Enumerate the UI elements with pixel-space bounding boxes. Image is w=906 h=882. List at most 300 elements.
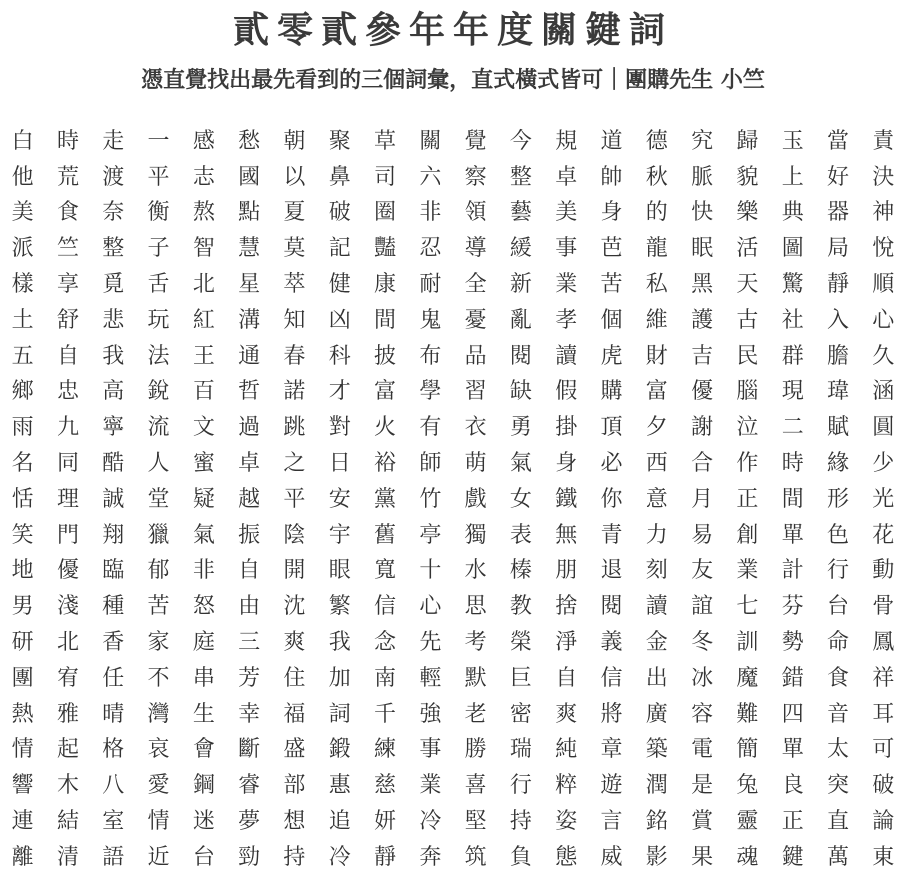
grid-character: 勁 (238, 844, 261, 870)
grid-character: 良 (781, 773, 804, 799)
grid-character: 骨 (872, 594, 895, 620)
grid-character: 亂 (509, 307, 532, 333)
grid-character: 龍 (645, 236, 668, 262)
grid-character: 黑 (691, 272, 714, 298)
grid-character: 荒 (56, 164, 79, 190)
grid-character: 業 (419, 773, 442, 799)
grid-character: 合 (691, 451, 714, 477)
grid-character: 知 (283, 307, 306, 333)
grid-character: 舒 (56, 307, 79, 333)
grid-character: 覺 (464, 128, 487, 154)
grid-character: 時 (781, 451, 804, 477)
grid-character: 木 (56, 773, 79, 799)
grid-character: 道 (600, 128, 623, 154)
grid-character: 地 (11, 558, 34, 584)
grid-character: 涵 (872, 379, 895, 405)
grid-character: 信 (374, 594, 397, 620)
grid-character: 心 (872, 307, 895, 333)
grid-character: 單 (781, 522, 804, 548)
grid-character: 快 (691, 200, 714, 226)
grid-character: 我 (102, 343, 125, 369)
grid-character: 持 (509, 809, 532, 835)
grid-character: 強 (419, 701, 442, 727)
grid-character: 誼 (691, 594, 714, 620)
grid-character: 力 (645, 522, 668, 548)
grid-character: 非 (192, 558, 215, 584)
grid-character: 部 (283, 773, 306, 799)
grid-character: 謝 (691, 415, 714, 441)
grid-character: 廣 (645, 701, 668, 727)
grid-character: 魂 (736, 844, 759, 870)
grid-character: 任 (102, 665, 125, 691)
grid-character: 他 (11, 164, 34, 190)
grid-character: 靜 (374, 844, 397, 870)
grid-character: 教 (509, 594, 532, 620)
grid-character: 器 (826, 200, 849, 226)
grid-character: 月 (691, 486, 714, 512)
grid-character: 勇 (509, 415, 532, 441)
grid-character: 福 (283, 701, 306, 727)
grid-character: 鳳 (872, 630, 895, 656)
grid-character: 古 (736, 307, 759, 333)
grid-character: 家 (147, 630, 170, 656)
grid-character: 規 (555, 128, 578, 154)
grid-character: 章 (600, 737, 623, 763)
grid-character: 萬 (826, 844, 849, 870)
grid-character: 間 (374, 307, 397, 333)
grid-character: 熱 (11, 701, 34, 727)
grid-character: 純 (555, 737, 578, 763)
grid-character: 頂 (600, 415, 623, 441)
grid-character: 單 (781, 737, 804, 763)
grid-character: 吉 (691, 343, 714, 369)
grid-character: 正 (736, 486, 759, 512)
grid-character: 香 (102, 630, 125, 656)
grid-character: 圖 (781, 236, 804, 262)
grid-character: 讀 (555, 343, 578, 369)
grid-character: 九 (56, 415, 79, 441)
grid-character: 財 (645, 343, 668, 369)
grid-character: 電 (691, 737, 714, 763)
grid-character: 情 (147, 809, 170, 835)
grid-character: 築 (645, 737, 668, 763)
grid-character: 清 (56, 844, 79, 870)
grid-character: 堅 (464, 809, 487, 835)
grid-character: 二 (781, 415, 804, 441)
grid-character: 芳 (238, 665, 261, 691)
grid-character: 加 (328, 665, 351, 691)
grid-character: 科 (328, 343, 351, 369)
grid-character: 開 (283, 558, 306, 584)
grid-character: 人 (147, 451, 170, 477)
page-subtitle: 憑直覺找出最先看到的三個詞彙，直式橫式皆可｜團購先生 小竺 (141, 68, 765, 93)
grid-character: 翔 (102, 522, 125, 548)
grid-character: 遊 (600, 773, 623, 799)
grid-character: 同 (56, 451, 79, 477)
grid-character: 整 (102, 236, 125, 262)
grid-character: 入 (826, 307, 849, 333)
grid-character: 王 (192, 343, 215, 369)
grid-character: 健 (328, 272, 351, 298)
grid-character: 走 (102, 128, 125, 154)
grid-character: 水 (464, 558, 487, 584)
grid-character: 難 (736, 701, 759, 727)
grid-character: 維 (645, 307, 668, 333)
grid-character: 勝 (464, 737, 487, 763)
grid-character: 食 (826, 665, 849, 691)
grid-character: 錯 (781, 665, 804, 691)
grid-character: 白 (11, 128, 34, 154)
grid-character: 春 (283, 343, 306, 369)
grid-character: 怒 (192, 594, 215, 620)
grid-character: 民 (736, 343, 759, 369)
grid-character: 動 (872, 558, 895, 584)
grid-character: 莫 (283, 236, 306, 262)
grid-character: 爽 (555, 701, 578, 727)
grid-character: 富 (374, 379, 397, 405)
grid-character: 神 (872, 200, 895, 226)
grid-character: 戲 (464, 486, 487, 512)
grid-character: 色 (826, 522, 849, 548)
grid-character: 關 (419, 128, 442, 154)
grid-character: 義 (600, 630, 623, 656)
grid-character: 冰 (691, 665, 714, 691)
grid-character: 負 (509, 844, 532, 870)
grid-character: 自 (555, 665, 578, 691)
grid-character: 榛 (509, 558, 532, 584)
grid-character: 串 (192, 665, 215, 691)
grid-character: 法 (147, 343, 170, 369)
grid-character: 個 (600, 307, 623, 333)
grid-character: 愁 (238, 128, 261, 154)
grid-character: 格 (102, 737, 125, 763)
grid-character: 果 (691, 844, 714, 870)
grid-character: 蜜 (192, 451, 215, 477)
grid-character: 思 (464, 594, 487, 620)
grid-character: 筑 (464, 844, 487, 870)
grid-character: 缺 (509, 379, 532, 405)
grid-character: 淺 (56, 594, 79, 620)
grid-character: 感 (192, 128, 215, 154)
grid-character: 無 (555, 522, 578, 548)
grid-character: 美 (11, 200, 34, 226)
grid-character: 表 (509, 522, 532, 548)
grid-character: 土 (11, 307, 34, 333)
grid-character: 作 (736, 451, 759, 477)
grid-character: 退 (600, 558, 623, 584)
grid-character: 鍵 (781, 844, 804, 870)
grid-character: 冷 (419, 809, 442, 835)
grid-character: 天 (736, 272, 759, 298)
grid-character: 妍 (374, 809, 397, 835)
grid-character: 享 (56, 272, 79, 298)
grid-character: 腦 (736, 379, 759, 405)
grid-character: 默 (464, 665, 487, 691)
grid-character: 台 (192, 844, 215, 870)
grid-character: 布 (419, 343, 442, 369)
grid-character: 老 (464, 701, 487, 727)
grid-character: 閱 (509, 343, 532, 369)
grid-character: 笑 (11, 522, 34, 548)
grid-character: 靜 (826, 272, 849, 298)
grid-character: 粹 (555, 773, 578, 799)
grid-character: 活 (736, 236, 759, 262)
grid-character: 憂 (464, 307, 487, 333)
grid-character: 六 (419, 164, 442, 190)
grid-character: 生 (192, 701, 215, 727)
grid-character: 豔 (374, 236, 397, 262)
grid-character: 三 (238, 630, 261, 656)
grid-character: 忠 (56, 379, 79, 405)
grid-character: 七 (736, 594, 759, 620)
grid-character: 易 (691, 522, 714, 548)
grid-character: 盛 (283, 737, 306, 763)
grid-character: 星 (238, 272, 261, 298)
grid-character: 少 (872, 451, 895, 477)
grid-character: 將 (600, 701, 623, 727)
grid-character: 點 (238, 200, 261, 226)
grid-character: 氣 (192, 522, 215, 548)
grid-character: 巨 (509, 665, 532, 691)
grid-character: 身 (600, 200, 623, 226)
character-grid (0, 124, 906, 876)
grid-character: 亭 (419, 522, 442, 548)
grid-character: 堂 (147, 486, 170, 512)
grid-character: 獵 (147, 522, 170, 548)
grid-character: 德 (645, 128, 668, 154)
grid-character: 日 (328, 451, 351, 477)
grid-character: 派 (11, 236, 34, 262)
grid-character: 美 (555, 200, 578, 226)
grid-character: 金 (645, 630, 668, 656)
grid-character: 眠 (691, 236, 714, 262)
grid-character: 裕 (374, 451, 397, 477)
grid-character: 雨 (11, 415, 34, 441)
grid-character: 優 (691, 379, 714, 405)
grid-character: 影 (645, 844, 668, 870)
grid-character: 論 (872, 809, 895, 835)
grid-character: 持 (283, 844, 306, 870)
grid-character: 氣 (509, 451, 532, 477)
grid-character: 五 (11, 343, 34, 369)
grid-character: 結 (56, 809, 79, 835)
grid-character: 智 (192, 236, 215, 262)
grid-character: 決 (872, 164, 895, 190)
grid-character: 跳 (283, 415, 306, 441)
grid-character: 兔 (736, 773, 759, 799)
grid-character: 團 (11, 665, 34, 691)
grid-character: 簡 (736, 737, 759, 763)
grid-character: 業 (736, 558, 759, 584)
grid-character: 必 (600, 451, 623, 477)
grid-character: 流 (147, 415, 170, 441)
grid-character: 閱 (600, 594, 623, 620)
grid-character: 泣 (736, 415, 759, 441)
grid-character: 情 (11, 737, 34, 763)
grid-character: 想 (283, 809, 306, 835)
grid-character: 草 (374, 128, 397, 154)
grid-character: 學 (419, 379, 442, 405)
grid-character: 舌 (147, 272, 170, 298)
grid-character: 行 (509, 773, 532, 799)
grid-character: 文 (192, 415, 215, 441)
grid-character: 國 (238, 164, 261, 190)
grid-character: 名 (11, 451, 34, 477)
grid-character: 北 (56, 630, 79, 656)
grid-character: 門 (56, 522, 79, 548)
grid-character: 察 (464, 164, 487, 190)
grid-character: 安 (328, 486, 351, 512)
grid-character: 恬 (11, 486, 34, 512)
grid-character: 考 (464, 630, 487, 656)
grid-character: 聚 (328, 128, 351, 154)
grid-character: 整 (509, 164, 532, 190)
grid-character: 繁 (328, 594, 351, 620)
grid-character: 慧 (238, 236, 261, 262)
grid-character: 響 (11, 773, 34, 799)
grid-character: 衡 (147, 200, 170, 226)
grid-character: 悲 (102, 307, 125, 333)
grid-character: 導 (464, 236, 487, 262)
grid-character: 語 (102, 844, 125, 870)
grid-character: 賦 (826, 415, 849, 441)
grid-character: 驚 (781, 272, 804, 298)
grid-character: 優 (56, 558, 79, 584)
grid-character: 奔 (419, 844, 442, 870)
grid-character: 晴 (102, 701, 125, 727)
grid-character: 言 (600, 809, 623, 835)
grid-character: 圓 (872, 415, 895, 441)
grid-character: 全 (464, 272, 487, 298)
grid-character: 百 (192, 379, 215, 405)
grid-character: 銘 (645, 809, 668, 835)
grid-character: 竹 (419, 486, 442, 512)
grid-character: 順 (872, 272, 895, 298)
grid-character: 幸 (238, 701, 261, 727)
grid-character: 慈 (374, 773, 397, 799)
grid-character: 寬 (374, 558, 397, 584)
grid-character: 現 (781, 379, 804, 405)
grid-character: 淨 (555, 630, 578, 656)
grid-character: 惠 (328, 773, 351, 799)
grid-character: 鼻 (328, 164, 351, 190)
grid-character: 破 (872, 773, 895, 799)
grid-character: 宥 (56, 665, 79, 691)
grid-character: 瑋 (826, 379, 849, 405)
grid-character: 容 (691, 701, 714, 727)
grid-character: 起 (56, 737, 79, 763)
grid-character: 凶 (328, 307, 351, 333)
grid-character: 突 (826, 773, 849, 799)
grid-character: 臨 (102, 558, 125, 584)
grid-character: 卓 (238, 451, 261, 477)
grid-character: 之 (283, 451, 306, 477)
grid-character: 訓 (736, 630, 759, 656)
grid-character: 離 (11, 844, 34, 870)
grid-character: 創 (736, 522, 759, 548)
grid-character: 習 (464, 379, 487, 405)
grid-character: 黨 (374, 486, 397, 512)
grid-character: 今 (509, 128, 532, 154)
grid-character: 北 (192, 272, 215, 298)
grid-character: 十 (419, 558, 442, 584)
grid-character: 時 (56, 128, 79, 154)
grid-character: 緩 (509, 236, 532, 262)
grid-character: 光 (872, 486, 895, 512)
grid-character: 銳 (147, 379, 170, 405)
grid-character: 新 (509, 272, 532, 298)
grid-character: 友 (691, 558, 714, 584)
grid-character: 愛 (147, 773, 170, 799)
grid-character: 藝 (509, 200, 532, 226)
grid-character: 玉 (781, 128, 804, 154)
grid-character: 身 (555, 451, 578, 477)
grid-character: 群 (781, 343, 804, 369)
grid-character: 宇 (328, 522, 351, 548)
grid-character: 念 (374, 630, 397, 656)
grid-character: 青 (600, 522, 623, 548)
grid-character: 寧 (102, 415, 125, 441)
grid-character: 苦 (147, 594, 170, 620)
grid-character: 高 (102, 379, 125, 405)
grid-character: 研 (11, 630, 34, 656)
grid-character: 衣 (464, 415, 487, 441)
grid-character: 事 (555, 236, 578, 262)
grid-character: 連 (11, 809, 34, 835)
grid-character: 振 (238, 522, 261, 548)
grid-character: 輕 (419, 665, 442, 691)
grid-character: 奈 (102, 200, 125, 226)
grid-character: 太 (826, 737, 849, 763)
grid-character: 命 (826, 630, 849, 656)
grid-character: 疑 (192, 486, 215, 512)
grid-character: 康 (374, 272, 397, 298)
grid-character: 我 (328, 630, 351, 656)
grid-character: 帥 (600, 164, 623, 190)
grid-character: 意 (645, 486, 668, 512)
grid-character: 密 (509, 701, 532, 727)
grid-character: 上 (781, 164, 804, 190)
grid-character: 才 (328, 379, 351, 405)
grid-character: 八 (102, 773, 125, 799)
grid-character: 信 (600, 665, 623, 691)
grid-character: 領 (464, 200, 487, 226)
grid-character: 千 (374, 701, 397, 727)
grid-character: 西 (645, 451, 668, 477)
grid-character: 睿 (238, 773, 261, 799)
grid-character: 榮 (509, 630, 532, 656)
grid-character: 子 (147, 236, 170, 262)
grid-character: 刻 (645, 558, 668, 584)
grid-character: 雅 (56, 701, 79, 727)
grid-character: 紅 (192, 307, 215, 333)
grid-character: 責 (872, 128, 895, 154)
grid-character: 由 (238, 594, 261, 620)
grid-character: 通 (238, 343, 261, 369)
grid-character: 業 (555, 272, 578, 298)
grid-character: 灣 (147, 701, 170, 727)
grid-character: 朋 (555, 558, 578, 584)
grid-character: 護 (691, 307, 714, 333)
grid-character: 種 (102, 594, 125, 620)
grid-character: 賞 (691, 809, 714, 835)
grid-character: 態 (555, 844, 578, 870)
grid-character: 典 (781, 200, 804, 226)
grid-character: 火 (374, 415, 397, 441)
grid-character: 司 (374, 164, 397, 190)
grid-character: 先 (419, 630, 442, 656)
grid-character: 越 (238, 486, 261, 512)
